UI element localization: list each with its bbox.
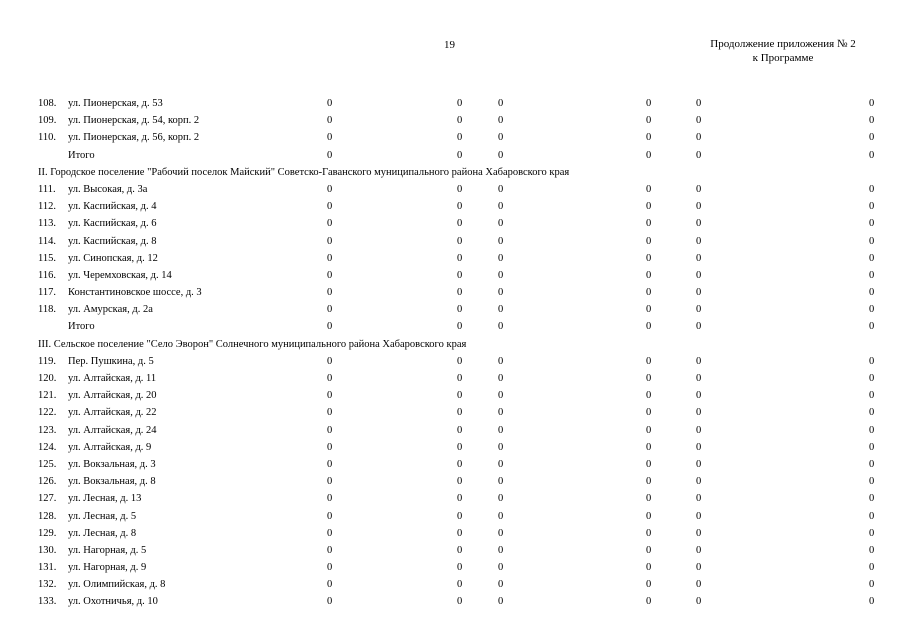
table-row (0, 525, 905, 542)
row-number: 110. (38, 132, 56, 144)
value-cell-3: 0 (498, 527, 504, 539)
value-cell-2: 0 (457, 355, 463, 367)
value-cell-4: 0 (646, 149, 652, 161)
value-cell-6: 0 (869, 458, 875, 470)
address-cell: ул. Лесная, д. 5 (68, 510, 137, 522)
value-cell-3: 0 (498, 269, 504, 281)
address-cell: ул. Вокзальная, д. 3 (68, 458, 156, 470)
value-cell-3: 0 (498, 98, 504, 109)
value-cell-4: 0 (646, 527, 652, 539)
address-cell: ул. Синопская, д. 12 (68, 252, 158, 264)
table-row (0, 129, 905, 146)
value-cell-4: 0 (646, 562, 652, 574)
value-cell-5: 0 (696, 596, 702, 608)
value-cell-6: 0 (869, 98, 875, 109)
row-number: 108. (38, 98, 57, 109)
value-cell-5: 0 (696, 115, 702, 127)
value-cell-6: 0 (869, 373, 875, 384)
value-cell-1: 0 (327, 252, 333, 264)
table-row (0, 422, 905, 439)
value-cell-3: 0 (498, 424, 504, 436)
value-cell-6: 0 (869, 132, 875, 144)
row-number: 131. (38, 562, 57, 574)
value-cell-5: 0 (696, 493, 702, 505)
value-cell-6: 0 (869, 476, 875, 488)
value-cell-1: 0 (327, 115, 333, 127)
value-cell-4: 0 (646, 115, 652, 127)
value-cell-2: 0 (457, 201, 463, 213)
value-cell-5: 0 (696, 149, 702, 161)
value-cell-5: 0 (696, 407, 702, 419)
section-title: II. Городское поселение "Рабочий поселок Майский" Советско-Гаванского муниципального района Хабаровского края (38, 166, 570, 178)
value-cell-6: 0 (869, 321, 875, 333)
value-cell-1: 0 (327, 132, 333, 144)
value-cell-3: 0 (498, 562, 504, 574)
row-number: 112. (38, 201, 56, 213)
address-cell: Итого (68, 149, 95, 161)
value-cell-4: 0 (646, 458, 652, 470)
value-cell-6: 0 (869, 355, 875, 367)
value-cell-5: 0 (696, 424, 702, 436)
value-cell-5: 0 (696, 527, 702, 539)
value-cell-1: 0 (327, 458, 333, 470)
value-cell-1: 0 (327, 269, 333, 281)
value-cell-4: 0 (646, 493, 652, 505)
value-cell-3: 0 (498, 441, 504, 453)
table-row (0, 215, 905, 232)
value-cell-2: 0 (457, 252, 463, 264)
value-cell-5: 0 (696, 579, 702, 591)
value-cell-1: 0 (327, 390, 333, 402)
value-cell-4: 0 (646, 373, 652, 384)
value-cell-3: 0 (498, 235, 504, 247)
value-cell-2: 0 (457, 149, 463, 161)
value-cell-6: 0 (869, 390, 875, 402)
value-cell-3: 0 (498, 579, 504, 591)
value-cell-5: 0 (696, 183, 702, 195)
row-number: 111. (38, 183, 56, 195)
value-cell-5: 0 (696, 476, 702, 488)
value-cell-2: 0 (457, 183, 463, 195)
value-cell-1: 0 (327, 218, 333, 230)
value-cell-6: 0 (869, 201, 875, 213)
value-cell-2: 0 (457, 235, 463, 247)
value-cell-3: 0 (498, 476, 504, 488)
value-cell-1: 0 (327, 287, 333, 299)
address-cell: ул. Амурская, д. 2а (68, 304, 153, 316)
value-cell-2: 0 (457, 579, 463, 591)
row-number: 109. (38, 115, 57, 127)
row-number: 122. (38, 407, 57, 419)
value-cell-1: 0 (327, 527, 333, 539)
value-cell-4: 0 (646, 235, 652, 247)
value-cell-2: 0 (457, 390, 463, 402)
table-row (0, 593, 905, 610)
value-cell-3: 0 (498, 183, 504, 195)
value-cell-4: 0 (646, 544, 652, 556)
value-cell-2: 0 (457, 493, 463, 505)
continuation-line-2: к Программе (752, 52, 814, 64)
value-cell-4: 0 (646, 98, 652, 109)
value-cell-6: 0 (869, 424, 875, 436)
section-header-row (0, 336, 905, 353)
table-row (0, 559, 905, 576)
value-cell-6: 0 (869, 562, 875, 574)
table-row (0, 181, 905, 198)
table-row (0, 456, 905, 473)
value-cell-1: 0 (327, 321, 333, 333)
value-cell-4: 0 (646, 201, 652, 213)
value-cell-4: 0 (646, 596, 652, 608)
value-cell-1: 0 (327, 424, 333, 436)
row-number: 132. (38, 579, 57, 591)
row-number: 129. (38, 527, 57, 539)
value-cell-5: 0 (696, 252, 702, 264)
row-number: 121. (38, 390, 57, 402)
value-cell-3: 0 (498, 510, 504, 522)
table-row (0, 353, 905, 370)
row-number: 124. (38, 441, 57, 453)
value-cell-5: 0 (696, 355, 702, 367)
row-number: 130. (38, 544, 57, 556)
value-cell-5: 0 (696, 218, 702, 230)
value-cell-2: 0 (457, 98, 463, 109)
value-cell-6: 0 (869, 510, 875, 522)
address-cell: ул. Алтайская, д. 22 (68, 407, 157, 419)
row-number: 114. (38, 235, 56, 247)
data-table (0, 95, 905, 611)
table-row (0, 473, 905, 490)
table-row (0, 318, 905, 335)
value-cell-2: 0 (457, 304, 463, 316)
row-number: 123. (38, 424, 57, 436)
table-row (0, 576, 905, 593)
table-row (0, 370, 905, 387)
value-cell-4: 0 (646, 355, 652, 367)
table-row (0, 198, 905, 215)
value-cell-3: 0 (498, 304, 504, 316)
value-cell-3: 0 (498, 149, 504, 161)
value-cell-2: 0 (457, 407, 463, 419)
table-row (0, 490, 905, 507)
value-cell-1: 0 (327, 476, 333, 488)
address-cell: ул. Вокзальная, д. 8 (68, 476, 156, 488)
value-cell-6: 0 (869, 596, 875, 608)
value-cell-6: 0 (869, 493, 875, 505)
row-number: 115. (38, 252, 56, 264)
value-cell-4: 0 (646, 183, 652, 195)
value-cell-6: 0 (869, 544, 875, 556)
value-cell-6: 0 (869, 407, 875, 419)
value-cell-2: 0 (457, 562, 463, 574)
address-cell: ул. Лесная, д. 13 (68, 493, 142, 505)
value-cell-5: 0 (696, 287, 702, 299)
value-cell-2: 0 (457, 596, 463, 608)
table-row (0, 404, 905, 421)
address-cell: ул. Лесная, д. 8 (68, 527, 137, 539)
value-cell-2: 0 (457, 321, 463, 333)
table-row (0, 301, 905, 318)
row-number: 133. (38, 596, 57, 608)
row-number: 128. (38, 510, 57, 522)
row-number: 113. (38, 218, 56, 230)
value-cell-1: 0 (327, 355, 333, 367)
row-number: 119. (38, 355, 56, 367)
value-cell-1: 0 (327, 373, 333, 384)
value-cell-2: 0 (457, 373, 463, 384)
value-cell-2: 0 (457, 218, 463, 230)
value-cell-2: 0 (457, 476, 463, 488)
value-cell-4: 0 (646, 252, 652, 264)
value-cell-2: 0 (457, 269, 463, 281)
value-cell-5: 0 (696, 373, 702, 384)
value-cell-5: 0 (696, 544, 702, 556)
value-cell-6: 0 (869, 304, 875, 316)
address-cell: ул. Нагорная, д. 5 (68, 544, 147, 556)
value-cell-2: 0 (457, 510, 463, 522)
table-row (0, 508, 905, 525)
value-cell-5: 0 (696, 321, 702, 333)
value-cell-5: 0 (696, 98, 702, 109)
row-number: 117. (38, 287, 56, 299)
value-cell-5: 0 (696, 562, 702, 574)
value-cell-6: 0 (869, 149, 875, 161)
value-cell-4: 0 (646, 132, 652, 144)
value-cell-3: 0 (498, 321, 504, 333)
value-cell-4: 0 (646, 407, 652, 419)
value-cell-6: 0 (869, 287, 875, 299)
row-number: 126. (38, 476, 57, 488)
address-cell: ул. Пионерская, д. 53 (68, 98, 163, 109)
value-cell-4: 0 (646, 390, 652, 402)
continuation-line-1: Продолжение приложения № 2 (710, 38, 856, 50)
value-cell-1: 0 (327, 510, 333, 522)
value-cell-3: 0 (498, 287, 504, 299)
value-cell-3: 0 (498, 544, 504, 556)
value-cell-2: 0 (457, 441, 463, 453)
value-cell-1: 0 (327, 201, 333, 213)
value-cell-3: 0 (498, 201, 504, 213)
section-title: III. Сельское поселение "Село Эворон" Солнечного муниципального района Хабаровского края (38, 338, 467, 350)
address-cell: Константиновское шоссе, д. 3 (68, 287, 202, 299)
section-header-row (0, 164, 905, 181)
value-cell-1: 0 (327, 235, 333, 247)
value-cell-4: 0 (646, 304, 652, 316)
value-cell-2: 0 (457, 544, 463, 556)
value-cell-6: 0 (869, 115, 875, 127)
table-row (0, 95, 905, 112)
value-cell-2: 0 (457, 115, 463, 127)
address-cell: Итого (68, 321, 95, 333)
row-number: 120. (38, 373, 57, 384)
address-cell: ул. Каспийская, д. 4 (68, 201, 157, 213)
value-cell-2: 0 (457, 527, 463, 539)
value-cell-3: 0 (498, 218, 504, 230)
table-row (0, 250, 905, 267)
value-cell-3: 0 (498, 355, 504, 367)
value-cell-1: 0 (327, 98, 333, 109)
value-cell-5: 0 (696, 441, 702, 453)
address-cell: ул. Алтайская, д. 9 (68, 441, 152, 453)
address-cell: ул. Пионерская, д. 56, корп. 2 (68, 132, 200, 144)
value-cell-1: 0 (327, 596, 333, 608)
value-cell-3: 0 (498, 373, 504, 384)
table-row (0, 267, 905, 284)
value-cell-5: 0 (696, 304, 702, 316)
value-cell-5: 0 (696, 458, 702, 470)
value-cell-5: 0 (696, 132, 702, 144)
table-row (0, 439, 905, 456)
value-cell-4: 0 (646, 441, 652, 453)
value-cell-4: 0 (646, 218, 652, 230)
table-row (0, 147, 905, 164)
value-cell-4: 0 (646, 424, 652, 436)
value-cell-6: 0 (869, 218, 875, 230)
value-cell-1: 0 (327, 544, 333, 556)
value-cell-3: 0 (498, 252, 504, 264)
value-cell-1: 0 (327, 493, 333, 505)
table-row (0, 112, 905, 129)
value-cell-5: 0 (696, 269, 702, 281)
value-cell-4: 0 (646, 579, 652, 591)
row-number: 116. (38, 269, 56, 281)
address-cell: ул. Каспийская, д. 6 (68, 218, 157, 230)
page-number: 19 (444, 39, 455, 51)
value-cell-1: 0 (327, 579, 333, 591)
value-cell-3: 0 (498, 493, 504, 505)
value-cell-3: 0 (498, 115, 504, 127)
address-cell: ул. Каспийская, д. 8 (68, 235, 157, 247)
value-cell-4: 0 (646, 321, 652, 333)
table-row (0, 233, 905, 250)
value-cell-6: 0 (869, 527, 875, 539)
row-number: 125. (38, 458, 57, 470)
address-cell: ул. Олимпийская, д. 8 (68, 579, 166, 591)
value-cell-2: 0 (457, 424, 463, 436)
address-cell: ул. Пионерская, д. 54, корп. 2 (68, 115, 200, 127)
table-row (0, 542, 905, 559)
table-row (0, 387, 905, 404)
value-cell-1: 0 (327, 183, 333, 195)
value-cell-5: 0 (696, 510, 702, 522)
address-cell: ул. Алтайская, д. 24 (68, 424, 157, 436)
value-cell-6: 0 (869, 235, 875, 247)
address-cell: ул. Алтайская, д. 20 (68, 390, 157, 402)
value-cell-1: 0 (327, 149, 333, 161)
value-cell-5: 0 (696, 390, 702, 402)
address-cell: ул. Высокая, д. 3а (68, 183, 148, 195)
continuation-note (690, 37, 876, 65)
value-cell-1: 0 (327, 304, 333, 316)
address-cell: ул. Нагорная, д. 9 (68, 562, 147, 574)
value-cell-6: 0 (869, 269, 875, 281)
row-number: 118. (38, 304, 56, 316)
value-cell-2: 0 (457, 458, 463, 470)
address-cell: ул. Черемховская, д. 14 (68, 269, 172, 281)
value-cell-3: 0 (498, 390, 504, 402)
value-cell-6: 0 (869, 252, 875, 264)
value-cell-4: 0 (646, 287, 652, 299)
value-cell-3: 0 (498, 596, 504, 608)
address-cell: ул. Охотничья, д. 10 (68, 596, 158, 608)
value-cell-6: 0 (869, 579, 875, 591)
address-cell: Пер. Пушкина, д. 5 (68, 355, 154, 367)
value-cell-1: 0 (327, 441, 333, 453)
table-row (0, 284, 905, 301)
value-cell-4: 0 (646, 269, 652, 281)
value-cell-2: 0 (457, 287, 463, 299)
value-cell-4: 0 (646, 510, 652, 522)
value-cell-6: 0 (869, 183, 875, 195)
value-cell-4: 0 (646, 476, 652, 488)
value-cell-3: 0 (498, 132, 504, 144)
value-cell-5: 0 (696, 235, 702, 247)
value-cell-5: 0 (696, 201, 702, 213)
row-number: 127. (38, 493, 57, 505)
address-cell: ул. Алтайская, д. 11 (68, 373, 157, 384)
value-cell-3: 0 (498, 458, 504, 470)
value-cell-1: 0 (327, 407, 333, 419)
value-cell-6: 0 (869, 441, 875, 453)
value-cell-1: 0 (327, 562, 333, 574)
value-cell-3: 0 (498, 407, 504, 419)
value-cell-2: 0 (457, 132, 463, 144)
